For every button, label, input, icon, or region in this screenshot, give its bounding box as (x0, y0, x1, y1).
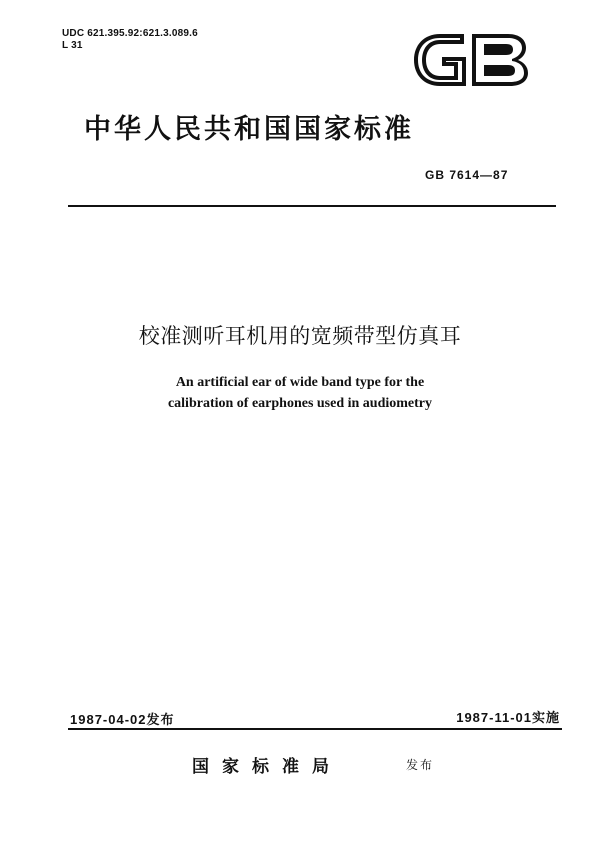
classification-block (62, 28, 198, 52)
publisher-name: 国家标准局 (192, 757, 342, 777)
publisher-action: 发布 (406, 758, 435, 772)
title-chinese: 校准测听耳机用的宽频带型仿真耳 (138, 324, 462, 348)
national-standard-title: 中华人民共和国国家标准 (84, 114, 414, 145)
udc-code: UDC 621.395.92:621.3.089.6 (62, 28, 198, 39)
issue-date: 1987-04-02发布 (70, 712, 175, 727)
title-english-line-1: An artificial ear of wide band type for the (175, 375, 425, 390)
title-english (0, 372, 600, 414)
effective-date: 1987-11-01实施 (456, 710, 560, 725)
bottom-divider (68, 728, 562, 730)
gb-logo (412, 30, 530, 90)
top-divider (68, 205, 556, 207)
standard-number: GB 7614—87 (425, 168, 509, 182)
classification-code: L 31 (62, 40, 83, 51)
title-english-line-2: calibration of earphones used in audiometry (167, 396, 433, 411)
